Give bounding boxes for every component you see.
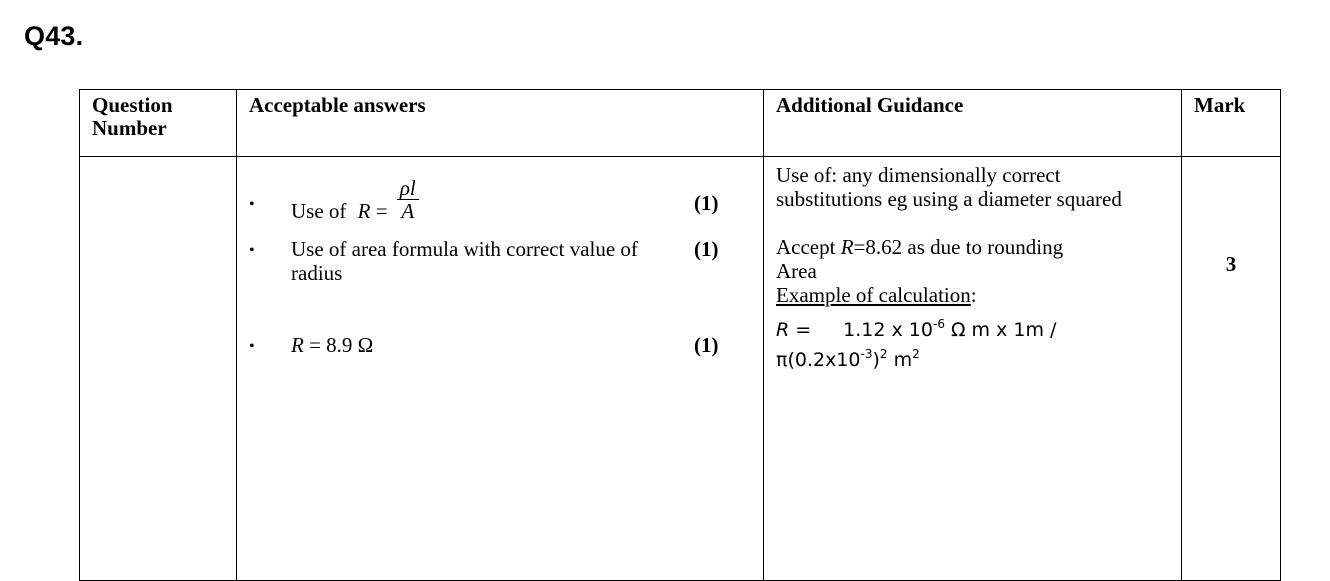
resistivity-fraction <box>397 177 419 222</box>
calc-lhs: R <box>776 319 790 341</box>
calc-line-1 <box>776 315 1171 345</box>
example-calculation <box>776 315 1171 375</box>
answer-item-3-lhs: R <box>291 333 304 357</box>
mark-scheme-table <box>79 89 1281 581</box>
fraction-numerator: ρl <box>397 177 419 200</box>
answer-item-3-mark: (1) <box>694 333 719 357</box>
formula-lhs: R <box>357 199 371 224</box>
example-heading-text: Example of calculation <box>776 283 971 307</box>
calc-line2-units-exp: 2 <box>912 347 920 361</box>
calc-line2-b: ) <box>872 349 880 371</box>
example-heading-colon: : <box>970 283 977 307</box>
bullet-icon: • <box>249 338 255 355</box>
header-acceptable-answers: Acceptable answers <box>237 90 764 157</box>
answer-item-2-mark: (1) <box>694 237 719 261</box>
guidance-accept-note <box>776 235 1171 259</box>
formula-equals: = <box>375 199 388 224</box>
guidance-accept-var: R <box>840 235 854 259</box>
answer-item-3-rhs: = 8.9 Ω <box>309 333 374 357</box>
answer-item-3-text <box>291 333 681 357</box>
calc-value: 1.12 x 10 <box>843 319 933 341</box>
calc-units: Ω m x 1m / <box>944 319 1057 341</box>
calc-line2-a: π(0.2x10 <box>776 349 861 371</box>
guidance-area: Area <box>776 259 817 283</box>
question-title: Q43. <box>24 21 84 51</box>
bullet-icon: • <box>249 196 255 213</box>
header-mark: Mark <box>1182 90 1281 157</box>
fraction-denominator: A <box>401 199 415 223</box>
example-heading <box>776 283 1171 307</box>
header-row <box>80 90 1281 157</box>
calc-line-2 <box>776 345 1171 375</box>
answer-item-2-text: Use of area formula with correct value of radius <box>291 237 638 285</box>
answer-item-1-text <box>291 177 681 222</box>
answer-item-1-mark: (1) <box>694 191 719 215</box>
header-additional-guidance: Additional Guidance <box>764 90 1182 157</box>
answer-row <box>80 157 1281 581</box>
question-number-cell <box>80 157 237 581</box>
header-question-number-line2: Number <box>92 116 167 140</box>
guidance-dimensional-note: Use of: any dimensionally correct substitutions eg using a diameter squared <box>776 163 1122 211</box>
header-question-number-line1: Question <box>92 93 173 117</box>
guidance-accept-prefix: Accept <box>776 235 841 259</box>
acceptable-answers-cell <box>237 157 764 581</box>
calc-line2-units: m <box>887 349 913 371</box>
guidance-accept-rest: =8.62 as due to rounding <box>853 235 1064 259</box>
calc-eq: = <box>795 319 812 341</box>
additional-guidance-cell <box>764 157 1182 581</box>
calc-line2-sq: 2 <box>879 347 888 361</box>
total-mark: 3 <box>1182 157 1281 581</box>
calc-line2-exp: -3 <box>860 347 873 361</box>
calc-exp: -6 <box>932 317 945 331</box>
answer-item-1-prefix: Use of <box>291 199 347 224</box>
bullet-icon: • <box>249 242 255 259</box>
header-question-number <box>80 90 237 157</box>
